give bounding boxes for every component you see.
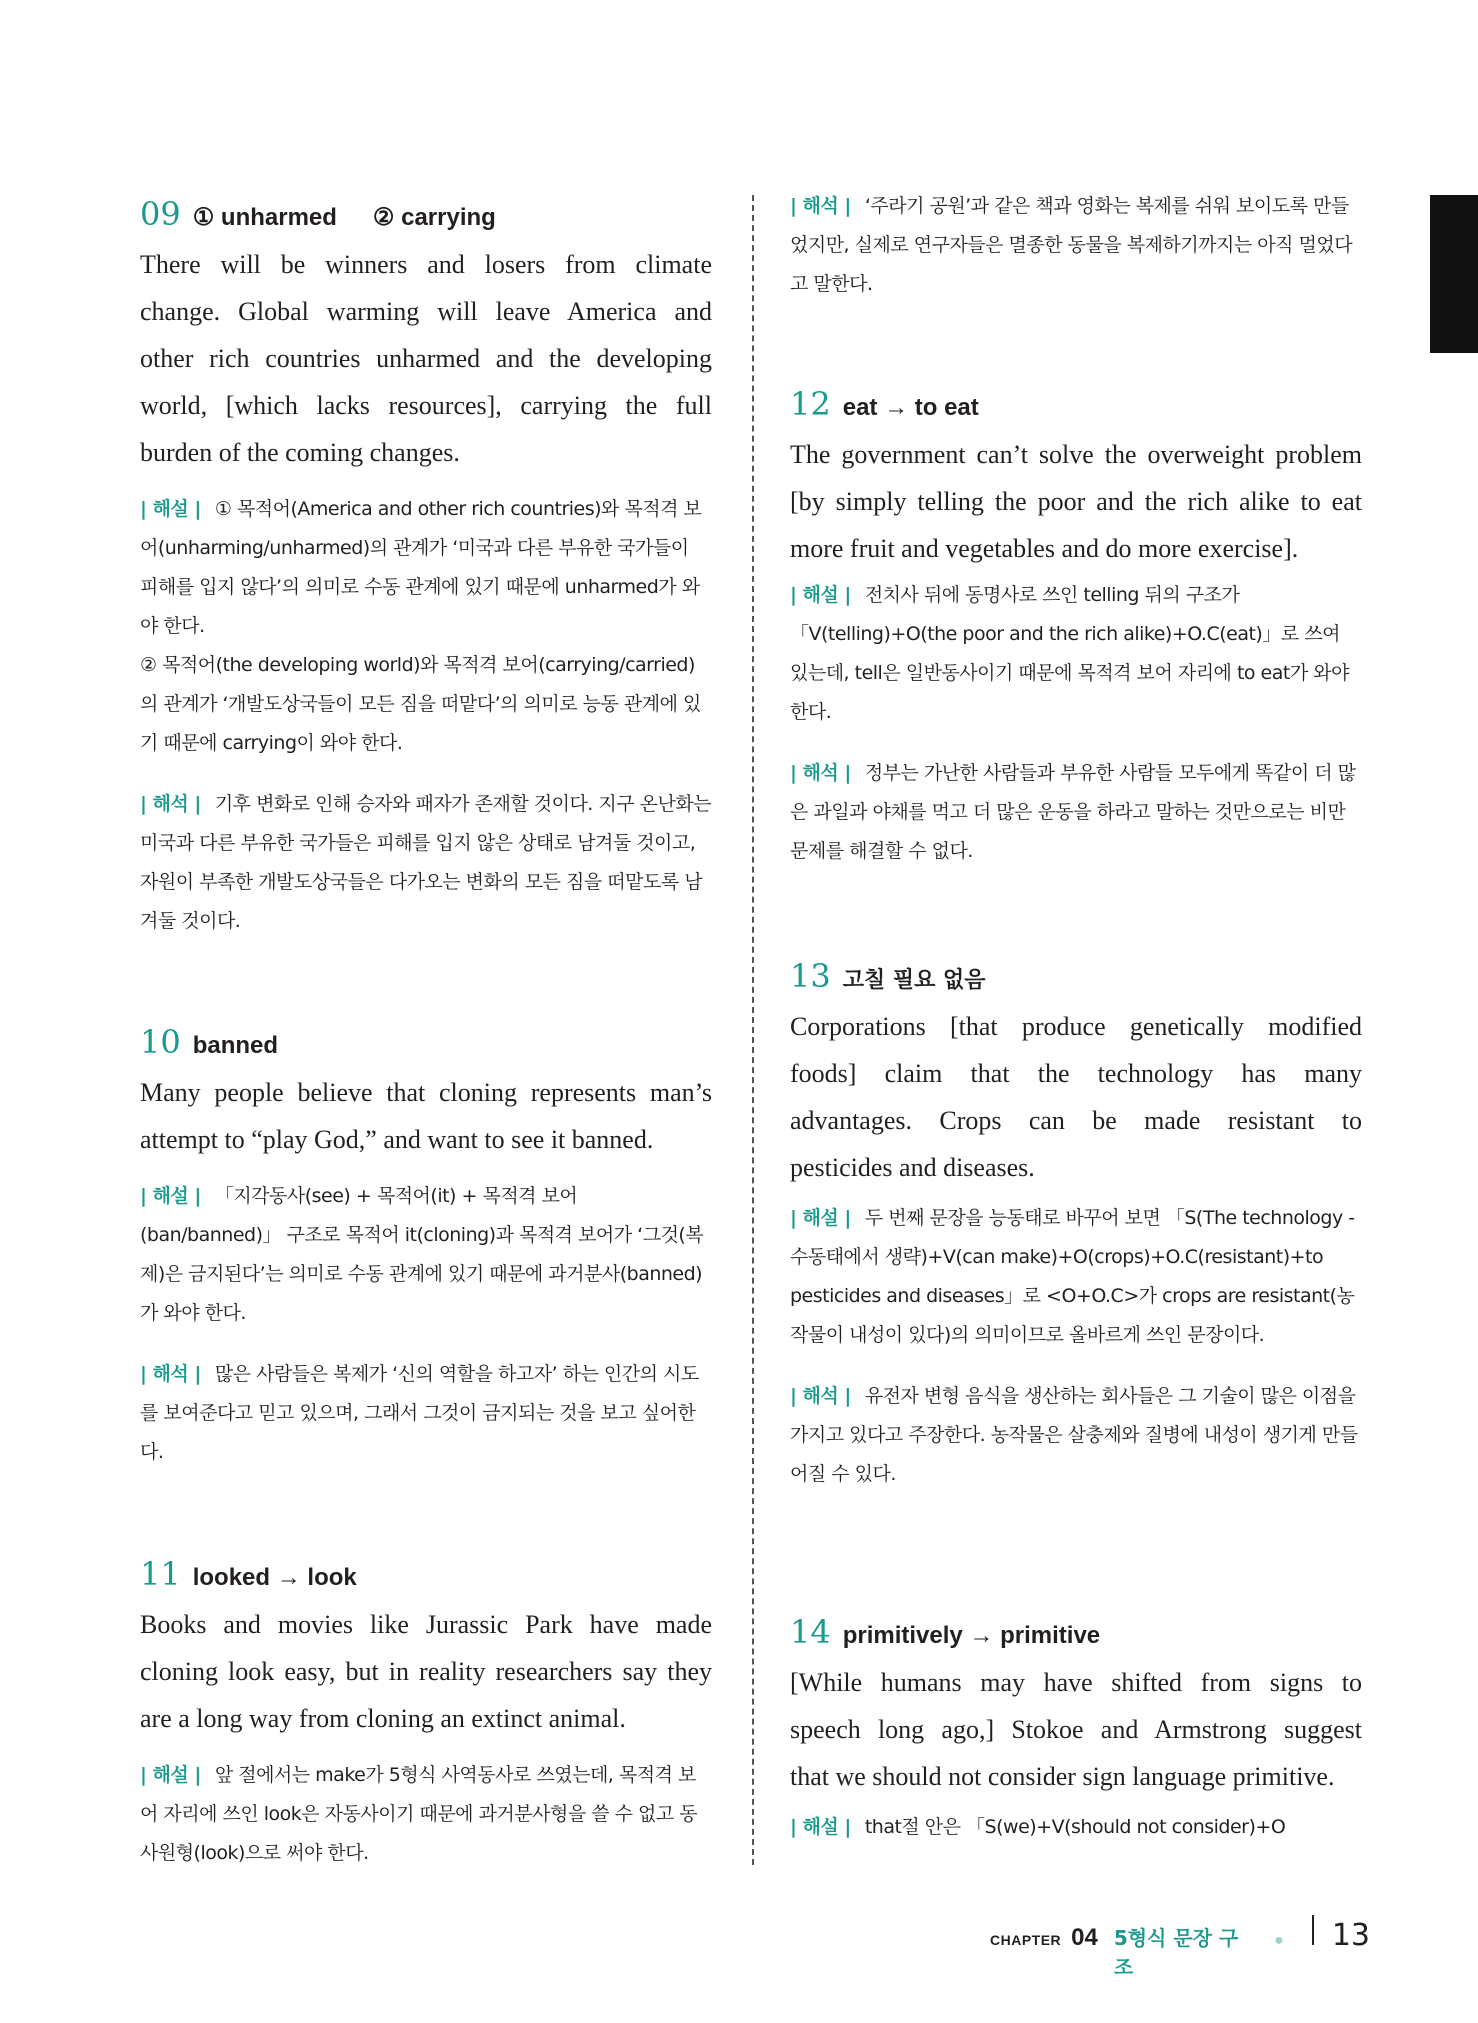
explanation: | 해설 | ① 목적어(America and other rich countries)와 목적격 보어(unharming/unharmed)의 관계가 ‘미국과 다른 부유한 국가들이 피해를 입지 않다’의 의미로 수동 관계에 있기 때문에 unharmed가 와야 한다. <box>140 498 702 637</box>
english-line: Books and movies like Jurassic Park have made <box>140 1610 712 1639</box>
answer: ① unharmed ② carrying <box>192 204 496 231</box>
translation: | 해석 | ‘주라기 공원’과 같은 책과 영화는 복제를 쉬워 보이도록 만들었지만, 실제로 연구자들은 멸종한 동물을 복제하기까지는 아직 멀었다고 말한다. <box>790 195 1353 295</box>
english-line: There will be winners and losers from climate <box>140 250 712 279</box>
english-line: pesticides and diseases. <box>790 1153 1035 1182</box>
question-number: 12 <box>790 385 831 423</box>
column-divider <box>752 195 754 1865</box>
question-number: 13 <box>790 957 831 995</box>
answer: primitively → primitive <box>842 1622 1101 1649</box>
english-line: advantages. Crops can be made resistant to <box>790 1106 1362 1135</box>
answer: looked → look <box>192 1564 357 1591</box>
english-line: cloning look easy, but in reality researchers say they <box>140 1657 712 1686</box>
english-line: speech long ago,] Stokoe and Armstrong suggest <box>790 1715 1362 1744</box>
explanation: | 해설 | that절 안은 「S(we)+V(should not consider)+O <box>790 1816 1286 1838</box>
answer: eat → to eat <box>842 394 979 421</box>
english-line: attempt to “play God,” and want to see it banned. <box>140 1125 654 1154</box>
question-11-translation <box>790 187 1362 326</box>
english-line: more fruit and vegetables and do more exercise]. <box>790 534 1299 563</box>
english-line: [While humans may have shifted from signs to <box>790 1668 1362 1697</box>
explanation-2: ② 목적어(the developing world)와 목적격 보어(carrying/carried)의 관계가 ‘개발도상국들이 모든 짐을 떠맡다’의 의미로 능동 관계에 있기 때문에 carrying이 와야 한다. <box>140 654 701 754</box>
english-line: other rich countries unharmed and the developing <box>140 344 712 373</box>
english-line: The government can’t solve the overweight problem <box>790 440 1362 469</box>
question-13 <box>790 957 1362 1516</box>
english-line: change. Global warming will leave America and <box>140 297 712 326</box>
page-footer <box>990 1915 1370 1980</box>
english-line: foods] claim that the technology has many <box>790 1059 1362 1088</box>
question-09 <box>140 195 712 963</box>
question-number: 14 <box>790 1613 831 1651</box>
english-line: are a long way from cloning an extinct animal. <box>140 1704 626 1733</box>
explanation: | 해설 | 두 번째 문장을 능동태로 바꾸어 보면 「S(The technology - 수동태에서 생략)+V(can make)+O(crops)+O.C(resistant)+to pesticides and diseases」로 <O+O.C>가 crops are resistant(농작물이 내성이 있다)의 의미이므로 올바르게 쓰인 문장이다. <box>790 1207 1355 1346</box>
explanation: | 해설 | 「지각동사(see) + 목적어(it) + 목적격 보어(ban/banned)」 구조로 목적어 it(cloning)과 목적격 보어가 ‘그것(복제)은 금지된다’는 의미로 수동 관계에 있기 때문에 과거분사(banned)가 와야 한다. <box>140 1185 704 1324</box>
divider-bar <box>1312 1915 1314 1945</box>
question-12 <box>790 385 1362 893</box>
bullet-dot-icon: ● <box>1274 1932 1284 1949</box>
question-14 <box>790 1613 1362 1869</box>
chapter-number: 04 <box>1071 1924 1098 1951</box>
translation: | 해석 | 정부는 가난한 사람들과 부유한 사람들 모두에게 똑같이 더 많은 과일과 야채를 먹고 더 많은 운동을 하라고 말하는 것만으로는 비만 문제를 해결할 수 없다. <box>790 762 1356 862</box>
chapter-tab <box>1430 195 1478 353</box>
translation: | 해석 | 많은 사람들은 복제가 ‘신의 역할을 하고자’ 하는 인간의 시도를 보여준다고 믿고 있으며, 그래서 그것이 금지되는 것을 보고 싶어한다. <box>140 1363 699 1463</box>
question-number: 09 <box>140 195 181 233</box>
english-line: [by simply telling the poor and the rich alike to eat <box>790 487 1362 516</box>
answer: banned <box>192 1032 279 1059</box>
explanation: | 해설 | 전치사 뒤에 동명사로 쓰인 telling 뒤의 구조가 「V(telling)+O(the poor and the rich alike)+O.C(eat)」로 쓰여 있는데, tell은 일반동사이기 때문에 목적격 보어 자리에 to eat가 와야 한다. <box>790 584 1349 723</box>
question-10 <box>140 1023 712 1494</box>
translation: | 해석 | 기후 변화로 인해 승자와 패자가 존재할 것이다. 지구 온난화는 미국과 다른 부유한 국가들은 피해를 입지 않은 상태로 남겨둘 것이고, 자원이 부족한 개발도상국들은 다가오는 변화의 모든 짐을 떠맡도록 남겨둘 것이다. <box>140 793 712 932</box>
chapter-title: 5형식 문장 구조 <box>1113 1926 1239 1979</box>
english-line: Many people believe that cloning represents man’s <box>140 1078 712 1107</box>
question-number: 10 <box>140 1023 181 1061</box>
page-number: 13 <box>1331 1918 1370 1953</box>
chapter-label: CHAPTER <box>990 1932 1062 1948</box>
question-11 <box>140 1555 712 1895</box>
answer: 고칠 필요 없음 <box>842 968 986 993</box>
english-line: world, [which lacks resources], carrying the full <box>140 391 712 420</box>
explanation: | 해설 | 앞 절에서는 make가 5형식 사역동사로 쓰였는데, 목적격 보어 자리에 쓰인 look은 자동사이기 때문에 과거분사형을 쓸 수 없고 동사원형(look)으로 써야 한다. <box>140 1764 698 1864</box>
english-line: Corporations [that produce genetically modified <box>790 1012 1362 1041</box>
translation: | 해석 | 유전자 변형 음식을 생산하는 회사들은 그 기술이 많은 이점을 가지고 있다고 주장한다. 농작물은 살충제와 질병에 내성이 생기게 만들어질 수 있다. <box>790 1385 1358 1485</box>
question-number: 11 <box>140 1555 181 1593</box>
english-line: that we should not consider sign language primitive. <box>790 1762 1335 1791</box>
english-line: burden of the coming changes. <box>140 438 460 467</box>
